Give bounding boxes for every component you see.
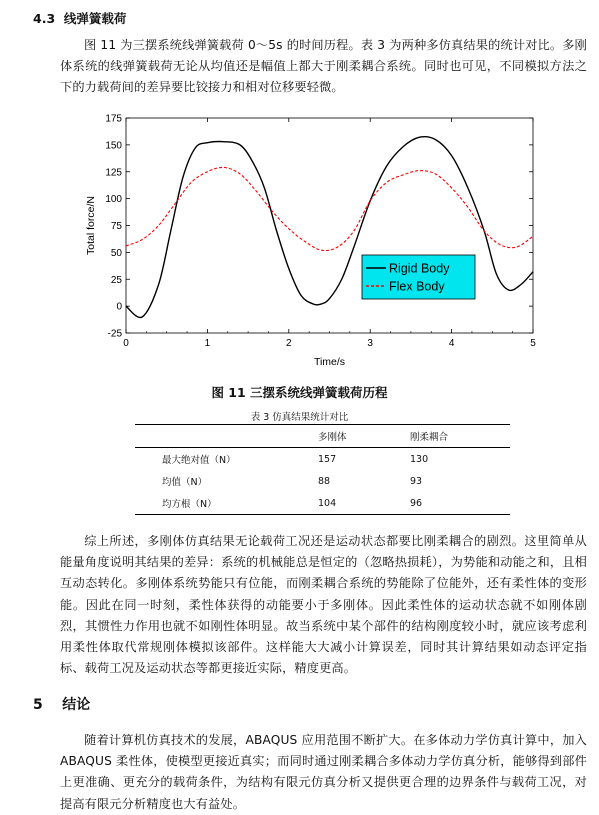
x-tick-label: 3 — [367, 338, 373, 349]
table-cell: 均方根（N） — [135, 492, 318, 515]
plot-frame — [126, 118, 533, 333]
table-caption: 表 3 仿真结果统计对比 — [250, 412, 349, 423]
table-header-cell: 多刚体 — [318, 425, 410, 448]
paragraph-intro-text: 图 11 为三摆系统线弹簧载荷 0～5s 的时间历程。表 3 为两种多仿真结果的统计对比。多刚体系统的线弹簧载荷无论从均值还是幅值上都大于刚柔耦合系统。同时也可见，不同模拟方法之下的力载荷间的差异要比铰接力和相对位移要轻微。 — [60, 38, 587, 95]
table-row — [135, 448, 510, 471]
paragraph-conclusion — [60, 730, 587, 815]
table-cell: 104 — [318, 492, 410, 515]
table-cell: 均值（N） — [162, 477, 208, 488]
series-line-flex-body — [126, 167, 533, 250]
paragraph-discussion-text: 综上所述，多刚体仿真结果无论载荷工况还是运动状态都要比刚柔耦合的剧烈。这里简单从能量角度说明其结果的差异：系统的机械能总是恒定的（忽略热损耗），为势能和动能之和，且相互动态转化。多刚体系统势能只有位能，而刚柔耦合系统的势能除了位能外，还有柔性体的变形能。因此在同一时刻，柔性体获得的动能要小于多刚体。因此柔性体的运动状态就不如刚体剧烈，其惯性力作用也就不如刚性体明显。故当系统中某个部件的结构刚度较小时，就应该考虑利用柔性体取代常规刚体模拟该部件。这样能大大减小计算误差，同时其计算结果如动态评定指标、载荷工况及运动状态等都更接近实际，精度更高。 — [60, 534, 587, 676]
section-title: 结论 — [62, 697, 91, 713]
y-tick-label: 150 — [105, 140, 122, 152]
y-axis-label: Total force/N — [85, 196, 97, 255]
legend-label: Flex Body — [389, 279, 445, 294]
table-cell: 88 — [318, 475, 331, 487]
section-number: 4.3 — [33, 11, 56, 26]
y-tick-label: 25 — [110, 274, 122, 286]
y-tick-label: 125 — [105, 167, 122, 179]
table-header-cell: 刚柔耦合 — [410, 425, 510, 448]
x-tick-label: 4 — [448, 338, 455, 349]
section-heading-5 — [33, 694, 90, 714]
table-cell: 93 — [410, 475, 423, 487]
y-tick-label: 75 — [110, 221, 122, 232]
table-cell: 157 — [318, 453, 337, 465]
table-cell: 130 — [410, 453, 429, 465]
paragraph-conclusion-text: 随着计算机仿真技术的发展，ABAQUS 应用范围不断扩大。在多体动力学仿真计算中，加入 ABAQUS 柔性体，使模型更接近真实；而同时通过刚柔耦合多体动力学仿真分析，能够得到部件上更准确、更充分的载荷条件，为结构有限元仿真分析又提供更合理的边界条件与载荷工况，对提高有限元分析精度也大有益处。 — [60, 733, 587, 811]
section-number: 5 — [33, 697, 43, 713]
table-row — [135, 470, 510, 492]
legend-label: Rigid Body — [389, 261, 450, 276]
table-header-row — [135, 425, 510, 448]
table-cell: 最大绝对值（N） — [162, 455, 236, 466]
x-tick-label: 0 — [123, 338, 129, 349]
y-tick-label: 100 — [105, 194, 122, 206]
section-title: 线弹簧载荷 — [63, 11, 127, 26]
table-header-cell — [135, 425, 318, 448]
table-row — [135, 492, 510, 515]
y-tick-label: -25 — [107, 328, 122, 340]
x-tick-label: 1 — [204, 338, 211, 349]
line-chart — [78, 108, 548, 370]
section-heading-4-3 — [33, 9, 126, 27]
figure-caption: 图 11 三摆系统线弹簧载荷历程 — [211, 385, 388, 400]
x-axis-label: Time/s — [313, 356, 346, 368]
y-tick-label: 0 — [116, 301, 122, 313]
y-tick-label: 50 — [110, 247, 122, 259]
paragraph-intro — [60, 35, 587, 99]
table-cell: 96 — [410, 492, 510, 515]
x-tick-label: 2 — [286, 338, 292, 349]
stats-table — [135, 424, 510, 515]
paragraph-discussion — [60, 531, 587, 679]
x-tick-label: 5 — [530, 338, 536, 349]
y-tick-label: 175 — [105, 113, 122, 125]
